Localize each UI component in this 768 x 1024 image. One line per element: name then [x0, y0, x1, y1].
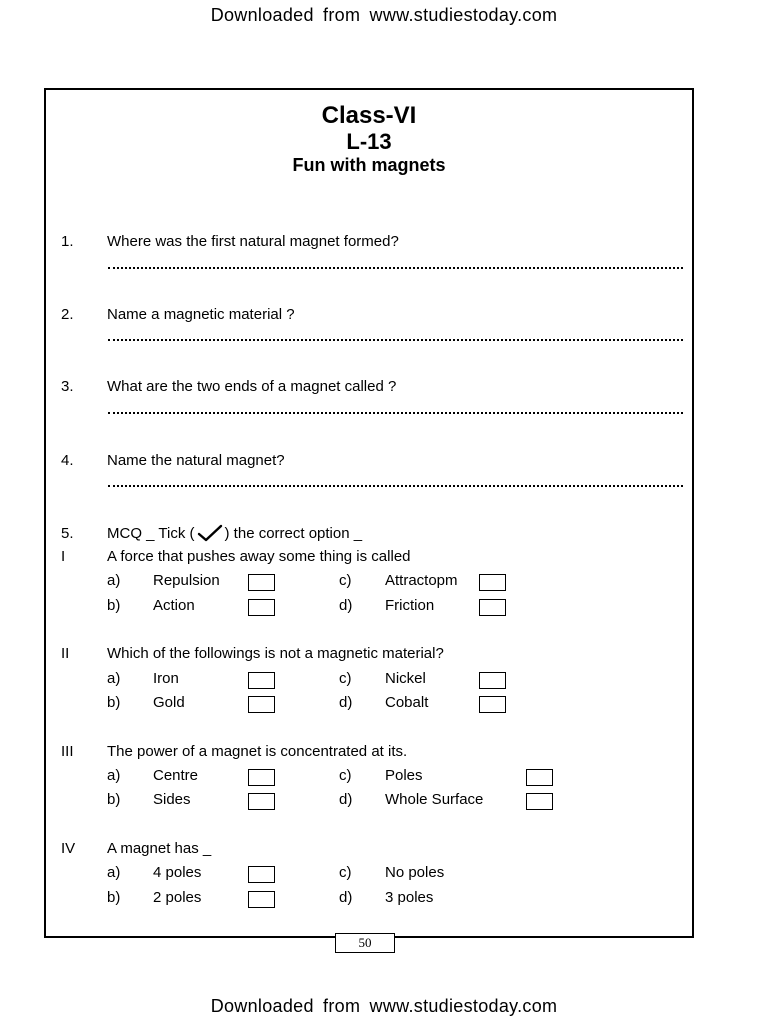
worksheet [44, 88, 694, 938]
option-letter: d) [339, 791, 353, 808]
option-checkbox[interactable] [479, 672, 506, 689]
mcq-item-number: IV [61, 840, 76, 857]
option-checkbox[interactable] [479, 599, 506, 616]
option-letter: a) [107, 572, 121, 589]
option-letter: b) [107, 597, 121, 614]
lesson-title: L-13 [346, 129, 392, 154]
option-letter: d) [339, 694, 353, 711]
option-text: Repulsion [153, 572, 220, 589]
mcq-item-text: A magnet has _ [107, 840, 212, 857]
option-text: Cobalt [385, 694, 429, 711]
mcq-item-text: A force that pushes away some thing is called [107, 548, 411, 565]
mcq-item-number: I [61, 548, 66, 565]
option-letter: a) [107, 864, 121, 881]
answer-line[interactable] [108, 412, 683, 414]
option-text: Action [153, 597, 195, 614]
option-letter: c) [339, 864, 352, 881]
question-text: Where was the first natural magnet formed? [107, 233, 399, 250]
option-letter: b) [107, 791, 121, 808]
option-text: Poles [385, 767, 423, 784]
mcq-item-text: The power of a magnet is concentrated at its. [107, 743, 408, 760]
option-text: 4 poles [153, 864, 202, 881]
watermark-top: Downloaded from www.studiestoday.com [210, 5, 558, 25]
question-number: 4. [61, 452, 74, 469]
option-text: Iron [153, 670, 179, 687]
tick-icon [197, 524, 223, 542]
option-text: Whole Surface [385, 791, 484, 808]
question-number: 5. [61, 525, 74, 542]
option-checkbox[interactable] [248, 793, 275, 810]
option-text: Friction [385, 597, 435, 614]
option-letter: c) [339, 572, 352, 589]
option-letter: d) [339, 597, 353, 614]
option-letter: c) [339, 767, 352, 784]
watermark-bottom: Downloaded from www.studiestoday.com [210, 996, 558, 1016]
question-text: Name a magnetic material ? [107, 306, 295, 323]
option-letter: b) [107, 694, 121, 711]
option-checkbox[interactable] [479, 574, 506, 591]
option-text: 3 poles [385, 889, 434, 906]
option-checkbox[interactable] [248, 672, 275, 689]
option-checkbox[interactable] [248, 891, 275, 908]
option-letter: a) [107, 767, 121, 784]
mcq-item-number: II [61, 645, 70, 662]
topic-title: Fun with magnets [292, 155, 446, 175]
class-title: Class-VI [321, 102, 417, 129]
option-text: Gold [153, 694, 185, 711]
option-text: Nickel [385, 670, 426, 687]
option-letter: a) [107, 670, 121, 687]
mcq-instruction-prefix: MCQ _ Tick ( [107, 525, 195, 542]
mcq-instruction [107, 524, 362, 542]
option-checkbox[interactable] [526, 769, 553, 786]
answer-line[interactable] [108, 267, 683, 269]
option-checkbox[interactable] [248, 574, 275, 591]
option-checkbox[interactable] [248, 599, 275, 616]
question-number: 1. [61, 233, 74, 250]
option-checkbox[interactable] [248, 769, 275, 786]
option-letter: d) [339, 889, 353, 906]
option-letter: c) [339, 670, 352, 687]
mcq-instruction-suffix: ) the correct option _ [224, 525, 363, 542]
option-text: 2 poles [153, 889, 202, 906]
answer-line[interactable] [108, 485, 683, 487]
option-text: Sides [153, 791, 191, 808]
question-text: Name the natural magnet? [107, 452, 285, 469]
question-number: 3. [61, 378, 74, 395]
question-text: What are the two ends of a magnet called ? [107, 378, 397, 395]
answer-line[interactable] [108, 339, 683, 341]
option-checkbox[interactable] [526, 793, 553, 810]
option-text: No poles [385, 864, 445, 881]
option-text: Attractopm [385, 572, 458, 589]
mcq-item-text: Which of the followings is not a magnetic material? [107, 645, 444, 662]
option-text: Centre [153, 767, 199, 784]
option-checkbox[interactable] [479, 696, 506, 713]
mcq-item-number: III [61, 743, 74, 760]
option-letter: b) [107, 889, 121, 906]
option-checkbox[interactable] [248, 696, 275, 713]
question-number: 2. [61, 306, 74, 323]
page-number: 50 [335, 933, 395, 953]
option-checkbox[interactable] [248, 866, 275, 883]
